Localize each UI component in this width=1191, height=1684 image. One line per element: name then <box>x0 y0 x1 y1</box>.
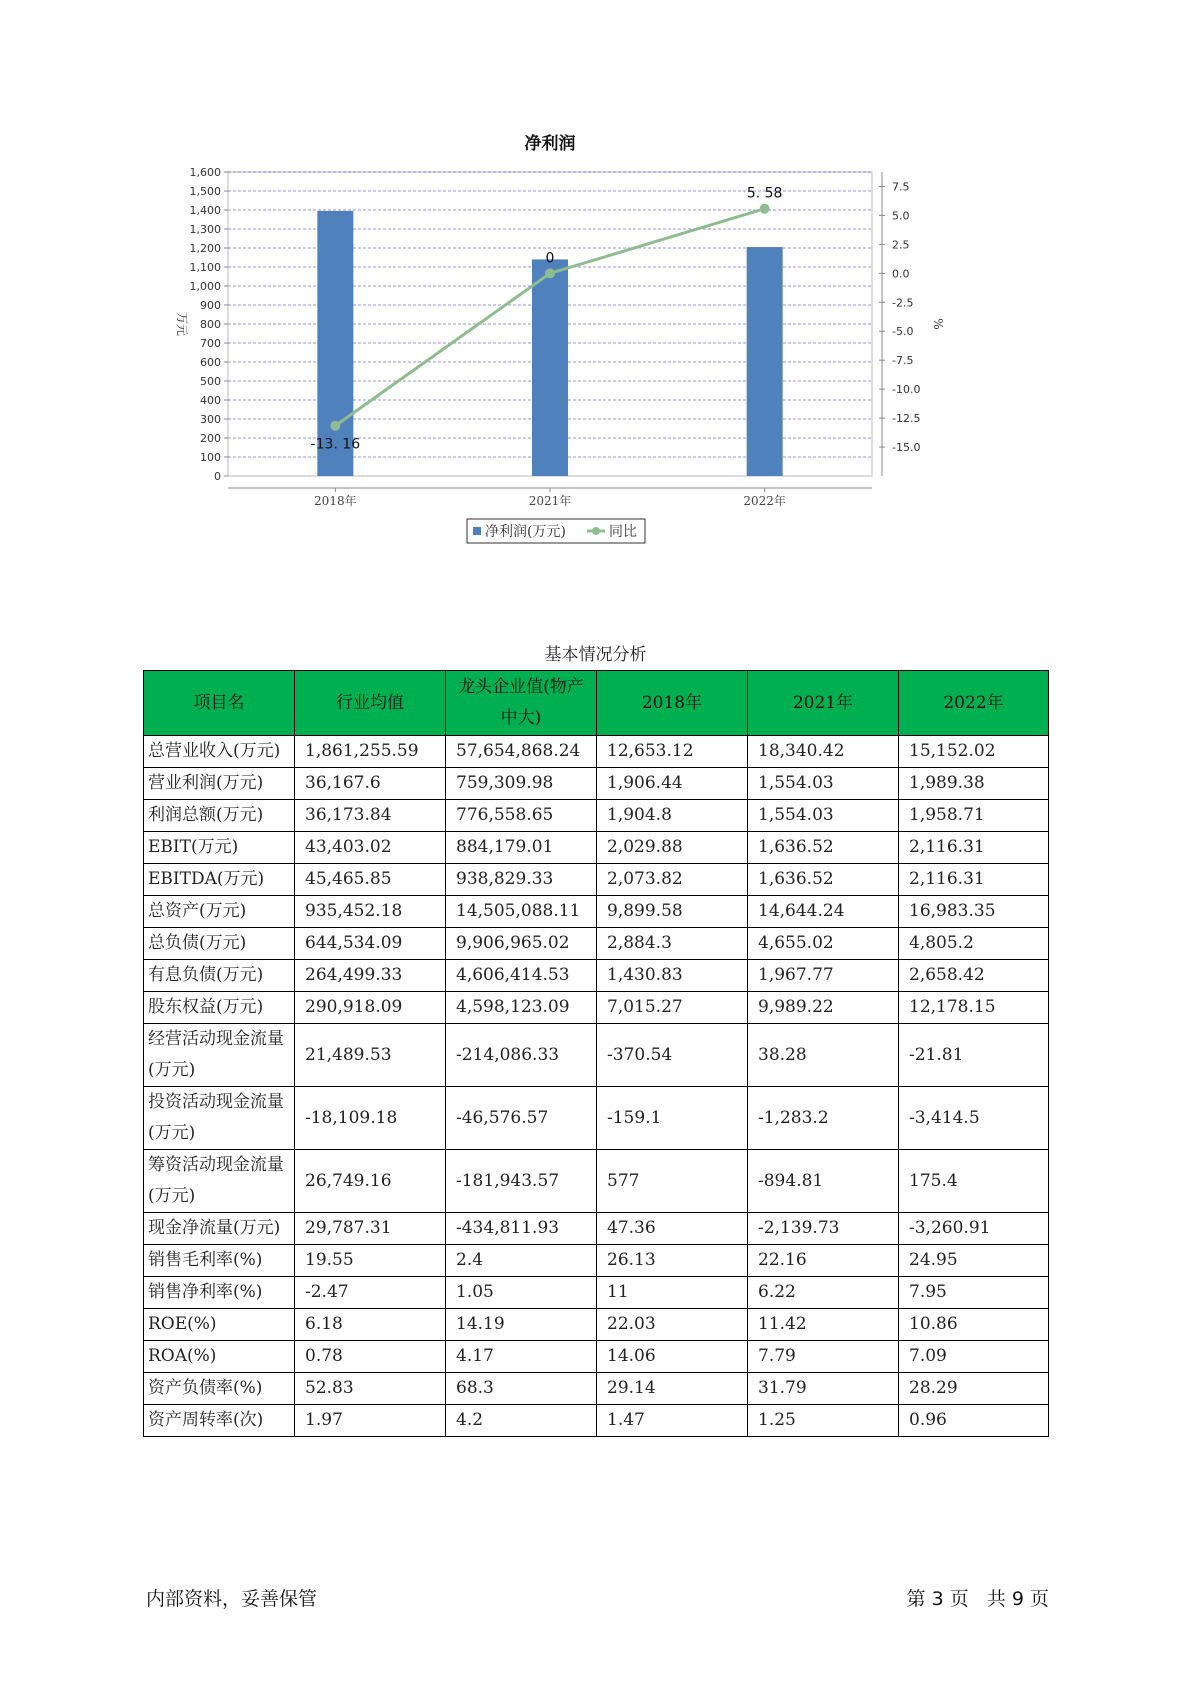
row-label-cell: 销售净利率(%) <box>144 1277 295 1309</box>
yoy-point <box>545 268 555 278</box>
value-cell: 1,958.71 <box>899 800 1049 832</box>
value-cell: 9,899.58 <box>597 896 748 928</box>
row-label-cell: 总负债(万元) <box>144 928 295 960</box>
value-cell: -2.47 <box>295 1277 446 1309</box>
table-header-cell: 行业均值 <box>295 671 446 736</box>
yoy-data-label: 5. 58 <box>746 185 783 202</box>
y-tick-label: 1,500 <box>189 185 221 198</box>
y-tick-label: 1,300 <box>189 223 221 236</box>
value-cell: -434,811.93 <box>446 1213 597 1245</box>
value-cell: 2,073.82 <box>597 864 748 896</box>
value-cell: -1,283.2 <box>748 1087 899 1150</box>
value-cell: 14,644.24 <box>748 896 899 928</box>
row-label-cell: EBIT(万元) <box>144 832 295 864</box>
row-label-cell: 总营业收入(万元) <box>144 736 295 768</box>
table-header-cell: 龙头企业值(物产中大) <box>446 671 597 736</box>
value-cell: -894.81 <box>748 1150 899 1213</box>
y-axis-label: 万元 <box>175 311 189 337</box>
value-cell: 1,554.03 <box>748 768 899 800</box>
value-cell: 1,636.52 <box>748 832 899 864</box>
table-row <box>144 928 1049 960</box>
y-tick-label: 1,000 <box>189 280 221 293</box>
value-cell: 14.19 <box>446 1309 597 1341</box>
value-cell: -3,414.5 <box>899 1087 1049 1150</box>
footer-page-number: 第 3 页 共 9 页 <box>906 1588 1049 1610</box>
x-tick-label: 2021年 <box>528 494 572 508</box>
y2-tick-label: -15.0 <box>892 441 921 455</box>
value-cell: 2.4 <box>446 1245 597 1277</box>
row-label-cell: ROE(%) <box>144 1309 295 1341</box>
table-row <box>144 1087 1049 1150</box>
table-row <box>144 1213 1049 1245</box>
value-cell: 1,430.83 <box>597 960 748 992</box>
table-row <box>144 1405 1049 1437</box>
value-cell: 36,173.84 <box>295 800 446 832</box>
table-header-cell: 项目名 <box>144 671 295 736</box>
value-cell: 7,015.27 <box>597 992 748 1024</box>
value-cell: 1,861,255.59 <box>295 736 446 768</box>
y2-tick-label: -5.0 <box>892 325 914 339</box>
y-tick-label: 400 <box>200 394 221 407</box>
table-row <box>144 1024 1049 1087</box>
table-header-cell: 2018年 <box>597 671 748 736</box>
value-cell: 7.09 <box>899 1341 1049 1373</box>
x-tick-label: 2018年 <box>314 494 357 508</box>
table-header-cell: 2022年 <box>899 671 1049 736</box>
y-tick-label: 300 <box>200 413 221 426</box>
y2-tick-label: -7.5 <box>892 354 914 368</box>
row-label-cell: ROA(%) <box>144 1341 295 1373</box>
value-cell: 47.36 <box>597 1213 748 1245</box>
value-cell: 1,636.52 <box>748 864 899 896</box>
net-profit-chart-svg <box>170 128 1010 598</box>
table-title: 基本情况分析 <box>544 645 647 665</box>
value-cell: 38.28 <box>748 1024 899 1087</box>
value-cell: 759,309.98 <box>446 768 597 800</box>
value-cell: 12,178.15 <box>899 992 1049 1024</box>
y2-tick-label: 0.0 <box>892 267 910 281</box>
y-tick-label: 200 <box>200 432 221 445</box>
table-row <box>144 992 1049 1024</box>
table-row <box>144 896 1049 928</box>
value-cell: -159.1 <box>597 1087 748 1150</box>
table-row <box>144 832 1049 864</box>
value-cell: 4.2 <box>446 1405 597 1437</box>
value-cell: 22.16 <box>748 1245 899 1277</box>
value-cell: 4,606,414.53 <box>446 960 597 992</box>
value-cell: 0.96 <box>899 1405 1049 1437</box>
value-cell: 577 <box>597 1150 748 1213</box>
value-cell: 1,989.38 <box>899 768 1049 800</box>
value-cell: 26.13 <box>597 1245 748 1277</box>
row-label-cell: 利润总额(万元) <box>144 800 295 832</box>
row-label-cell: 现金净流量(万元) <box>144 1213 295 1245</box>
value-cell: 14.06 <box>597 1341 748 1373</box>
value-cell: 9,989.22 <box>748 992 899 1024</box>
y2-tick-label: 7.5 <box>892 180 910 194</box>
value-cell: -46,576.57 <box>446 1087 597 1150</box>
value-cell: 24.95 <box>899 1245 1049 1277</box>
value-cell: 1.47 <box>597 1405 748 1437</box>
value-cell: 36,167.6 <box>295 768 446 800</box>
value-cell: 1.97 <box>295 1405 446 1437</box>
value-cell: 644,534.09 <box>295 928 446 960</box>
value-cell: 18,340.42 <box>748 736 899 768</box>
y2-tick-label: -2.5 <box>892 296 914 310</box>
chart-title: 净利润 <box>524 134 576 154</box>
table-header-row <box>144 671 1049 736</box>
row-label-cell: 销售毛利率(%) <box>144 1245 295 1277</box>
table-row <box>144 1373 1049 1405</box>
net-profit-chart <box>170 128 1010 598</box>
value-cell: 6.22 <box>748 1277 899 1309</box>
table-header-cell: 2021年 <box>748 671 899 736</box>
value-cell: -370.54 <box>597 1024 748 1087</box>
value-cell: 884,179.01 <box>446 832 597 864</box>
value-cell: 2,658.42 <box>899 960 1049 992</box>
value-cell: -2,139.73 <box>748 1213 899 1245</box>
value-cell: 935,452.18 <box>295 896 446 928</box>
value-cell: 7.95 <box>899 1277 1049 1309</box>
value-cell: 11.42 <box>748 1309 899 1341</box>
row-label-cell: 资产负债率(%) <box>144 1373 295 1405</box>
bar <box>532 259 568 476</box>
y-tick-label: 1,200 <box>189 242 221 255</box>
y-tick-label: 700 <box>200 337 221 350</box>
y2-tick-label: 2.5 <box>892 238 910 252</box>
value-cell: 2,029.88 <box>597 832 748 864</box>
value-cell: -18,109.18 <box>295 1087 446 1150</box>
x-tick-label: 2022年 <box>743 494 786 508</box>
value-cell: 43,403.02 <box>295 832 446 864</box>
y-tick-label: 1,600 <box>189 166 221 179</box>
value-cell: 1,904.8 <box>597 800 748 832</box>
value-cell: 0.78 <box>295 1341 446 1373</box>
value-cell: 175.4 <box>899 1150 1049 1213</box>
y-tick-label: 800 <box>200 318 221 331</box>
value-cell: 16,983.35 <box>899 896 1049 928</box>
value-cell: 4,805.2 <box>899 928 1049 960</box>
row-label-cell: EBITDA(万元) <box>144 864 295 896</box>
value-cell: 11 <box>597 1277 748 1309</box>
value-cell: 4.17 <box>446 1341 597 1373</box>
y2-tick-label: -12.5 <box>892 412 921 426</box>
value-cell: 4,655.02 <box>748 928 899 960</box>
value-cell: 12,653.12 <box>597 736 748 768</box>
bar <box>747 247 783 476</box>
yoy-data-label: -13. 16 <box>310 436 361 453</box>
legend-label-line: 同比 <box>609 524 637 540</box>
footer-confidential-note: 内部资料，妥善保管 <box>146 1588 318 1610</box>
value-cell: 6.18 <box>295 1309 446 1341</box>
value-cell: 21,489.53 <box>295 1024 446 1087</box>
value-cell: -3,260.91 <box>899 1213 1049 1245</box>
value-cell: -181,943.57 <box>446 1150 597 1213</box>
value-cell: 2,116.31 <box>899 864 1049 896</box>
value-cell: 22.03 <box>597 1309 748 1341</box>
legend-swatch-marker <box>592 527 600 535</box>
value-cell: 15,152.02 <box>899 736 1049 768</box>
table-row <box>144 1341 1049 1373</box>
y2-axis-label: % <box>931 318 945 330</box>
row-label-cell: 营业利润(万元) <box>144 768 295 800</box>
value-cell: 290,918.09 <box>295 992 446 1024</box>
table-row <box>144 1245 1049 1277</box>
table-row <box>144 864 1049 896</box>
value-cell: 1.25 <box>748 1405 899 1437</box>
value-cell: 7.79 <box>748 1341 899 1373</box>
row-label-cell: 经营活动现金流量(万元) <box>144 1024 295 1087</box>
value-cell: 14,505,088.11 <box>446 896 597 928</box>
legend-label-bar: 净利润(万元) <box>485 524 566 540</box>
value-cell: 1,967.77 <box>748 960 899 992</box>
value-cell: 938,829.33 <box>446 864 597 896</box>
value-cell: 9,906,965.02 <box>446 928 597 960</box>
value-cell: 52.83 <box>295 1373 446 1405</box>
value-cell: 29.14 <box>597 1373 748 1405</box>
y-tick-label: 600 <box>200 356 221 369</box>
table-row <box>144 1150 1049 1213</box>
table-row <box>144 736 1049 768</box>
y-tick-label: 0 <box>214 470 221 483</box>
value-cell: 31.79 <box>748 1373 899 1405</box>
value-cell: 57,654,868.24 <box>446 736 597 768</box>
y-tick-label: 900 <box>200 299 221 312</box>
value-cell: -214,086.33 <box>446 1024 597 1087</box>
y-tick-label: 1,400 <box>189 204 221 217</box>
value-cell: 1,906.44 <box>597 768 748 800</box>
row-label-cell: 筹资活动现金流量(万元) <box>144 1150 295 1213</box>
value-cell: 26,749.16 <box>295 1150 446 1213</box>
table-row <box>144 768 1049 800</box>
y-tick-label: 100 <box>200 451 221 464</box>
y-tick-label: 1,100 <box>189 261 221 274</box>
value-cell: 4,598,123.09 <box>446 992 597 1024</box>
y2-tick-label: -10.0 <box>892 383 921 397</box>
value-cell: 1.05 <box>446 1277 597 1309</box>
value-cell: 28.29 <box>899 1373 1049 1405</box>
row-label-cell: 资产周转率(次) <box>144 1405 295 1437</box>
value-cell: 29,787.31 <box>295 1213 446 1245</box>
table-row <box>144 800 1049 832</box>
value-cell: 264,499.33 <box>295 960 446 992</box>
yoy-point <box>760 204 770 214</box>
table-row <box>144 960 1049 992</box>
value-cell: 19.55 <box>295 1245 446 1277</box>
row-label-cell: 股东权益(万元) <box>144 992 295 1024</box>
y-tick-label: 500 <box>200 375 221 388</box>
value-cell: 1,554.03 <box>748 800 899 832</box>
value-cell: -21.81 <box>899 1024 1049 1087</box>
yoy-data-label: 0 <box>545 250 555 267</box>
value-cell: 776,558.65 <box>446 800 597 832</box>
row-label-cell: 投资活动现金流量(万元) <box>144 1087 295 1150</box>
value-cell: 10.86 <box>899 1309 1049 1341</box>
value-cell: 2,884.3 <box>597 928 748 960</box>
legend-swatch-bar <box>473 527 481 535</box>
y2-tick-label: 5.0 <box>892 209 910 223</box>
table-row <box>144 1277 1049 1309</box>
row-label-cell: 有息负债(万元) <box>144 960 295 992</box>
row-label-cell: 总资产(万元) <box>144 896 295 928</box>
value-cell: 68.3 <box>446 1373 597 1405</box>
yoy-point <box>330 421 340 431</box>
value-cell: 2,116.31 <box>899 832 1049 864</box>
table-row <box>144 1309 1049 1341</box>
table-body <box>144 736 1049 1437</box>
value-cell: 45,465.85 <box>295 864 446 896</box>
basic-analysis-table <box>143 670 1049 1437</box>
